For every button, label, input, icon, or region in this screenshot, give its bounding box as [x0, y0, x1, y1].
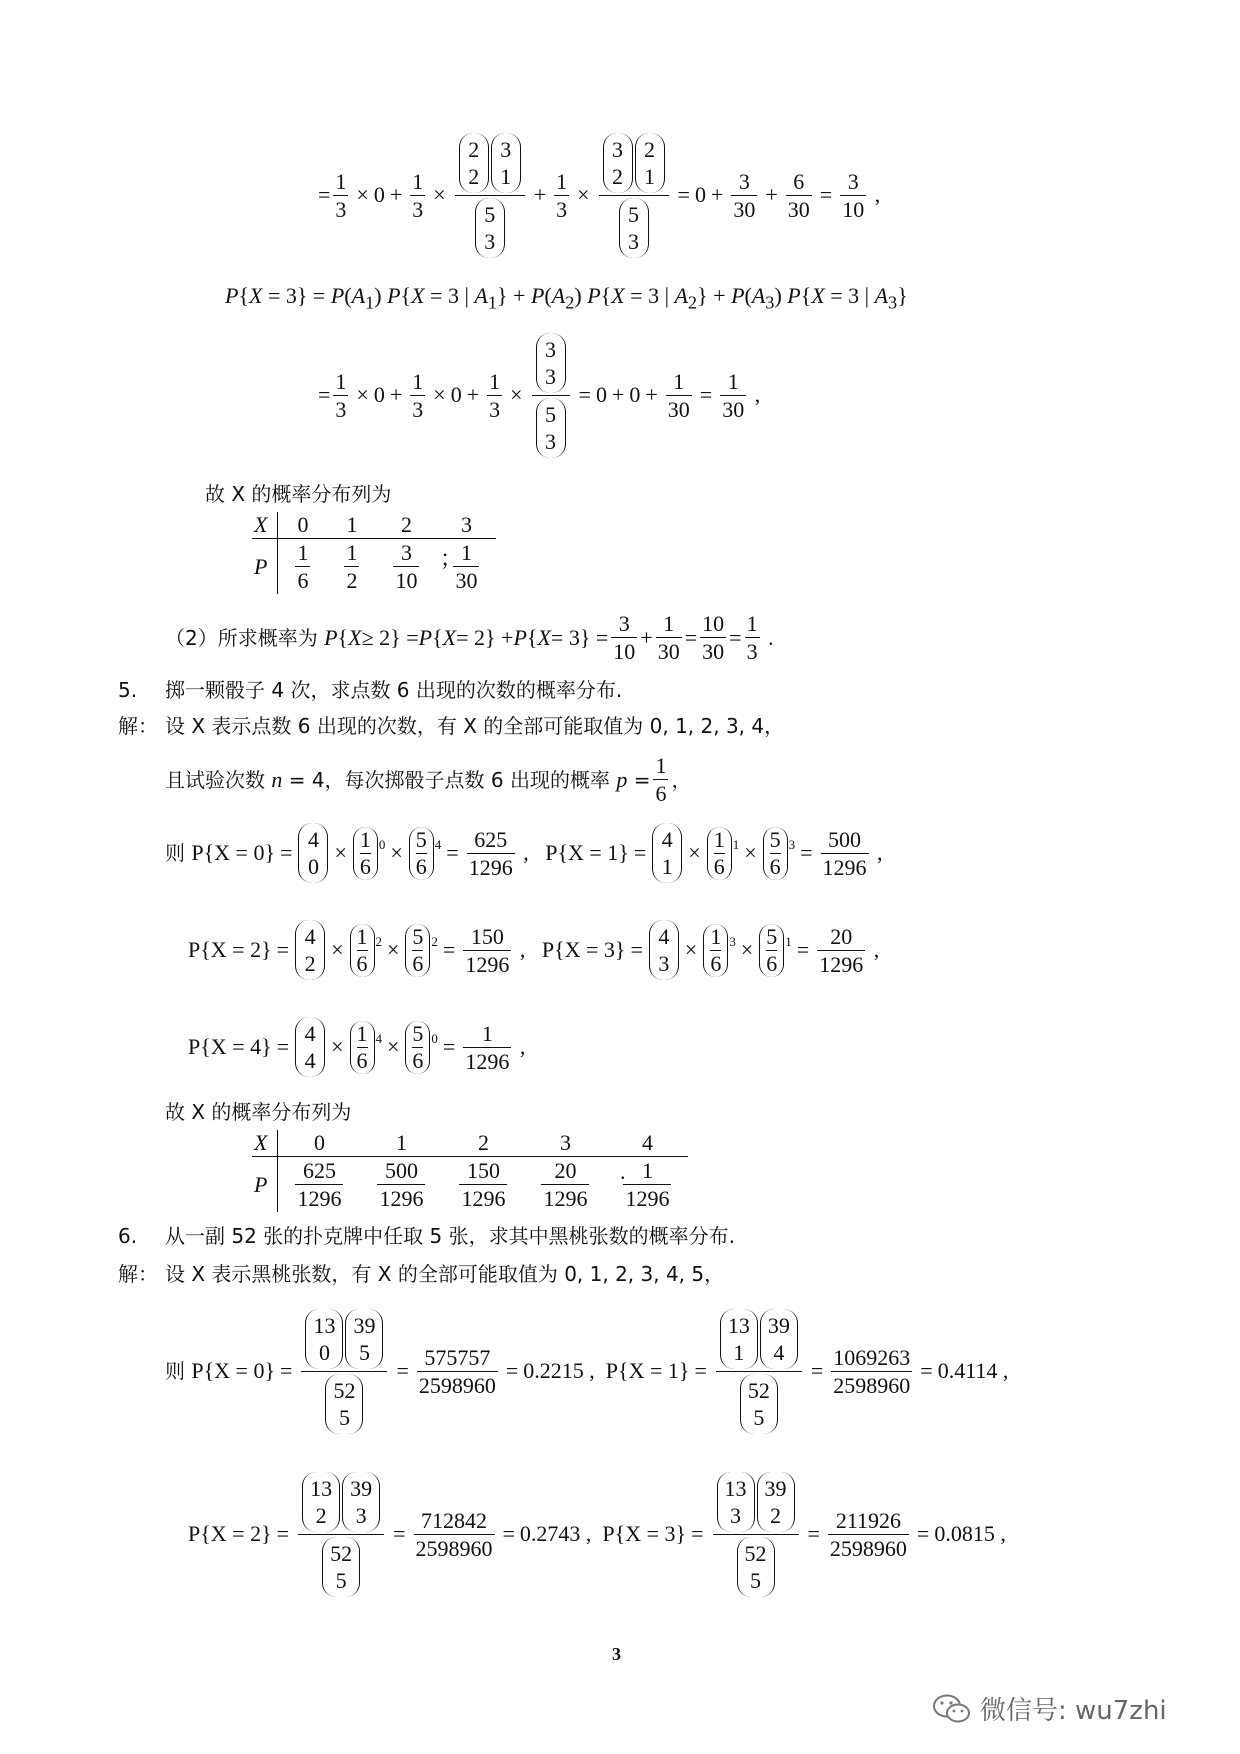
q6-solution-label: 解：: [118, 1262, 158, 1286]
watermark-text: 微信号: wu7zhi: [980, 1696, 1167, 1726]
wechat-icon: [932, 1692, 972, 1726]
q6-text: 从一副 52 张的扑克牌中任取 5 张，求其中黑桃张数的概率分布.: [165, 1224, 735, 1248]
q5-solution-label: 解：: [118, 714, 158, 738]
q5-number: 5.: [118, 678, 138, 702]
q6-prob-row-1: 则 P{X = 0} = 13 0 39 5 52 5 = $\frac{575757}{2598960}$ = 0.2215 , P{X = 1} = 13 1 39 4 52 5 = $\frac{1069263}{2598960}$ = 0.4114 ,: [165, 1302, 1008, 1440]
dist-intro-2: 故 X 的概率分布列为: [165, 1100, 352, 1124]
q5-text: 掷一颗骰子 4 次，求点数 6 出现的次数的概率分布.: [165, 678, 623, 702]
p3-definition: $P\{X = 3\} = P(A_1) P\{X = 3$ | $A_1\} + P(A_2) P\{X = 3$ | $A_2\} + P(A_3) P\{X = 3$ | $A_3$}: [225, 283, 908, 313]
q6-solution-1: 设 X 表示黑桃张数，有 X 的全部可能取值为 0, 1, 2, 3, 4, 5，: [165, 1262, 725, 1286]
part2-line: （2）所求概率为 P { X ≥ 2} = P { X = 2} + P { X = 3} = $\frac{3}{10}$ + $\frac{1}{30}$ = $\frac{10}{30}$ = $\frac{1}{3}$ .: [165, 611, 774, 664]
table1-end: ；: [440, 546, 463, 571]
dist-intro-1: 故 X 的概率分布列为: [205, 482, 392, 506]
q5-solution-2: 且试验次数 n = 4，每次掷骰子点数 6 出现的概率 p = $\frac{1}{6}$ ，: [165, 753, 692, 806]
table2-end: .: [620, 1159, 626, 1184]
distribution-table-2: X 0 1 2 3 4 P $\frac{625}{1296}$ $\frac{500}{1296}$ $\frac{150}{1296}$ $\frac{20}{1296}$ $\frac{1}{1296}$: [252, 1130, 688, 1212]
q5-prob-row-1: 则 P{X = 0} = 4 0 × $\frac{1}{6}$ 0 × $\frac{5}{6}$ 4 = $\frac{625}{1296}$ , P{X = 1} = 4 1 × $\frac{1}{6}$ 1 × $\frac{5}{6}$ 3 = $\frac{500}{1296}$ ,: [165, 818, 883, 888]
q5-prob-row-2: P{X = 2} = 4 2 × $\frac{1}{6}$ 2 × $\frac{5}{6}$ 2 = $\frac{150}{1296}$ , P{X = 3} = 4 3 × $\frac{1}{6}$ 3 × $\frac{5}{6}$ 1 = $\frac{20}{1296}$ ,: [188, 915, 879, 985]
p3-equation-line: = $\frac{1}{3}$ × 0 + $\frac{1}{3}$ × 0 + $\frac{1}{3}$ × 3 3 5 3 = 0 + 0 + $\frac{1}{30}$ = $\frac{1}{30}$ ,: [318, 325, 760, 465]
p2-equation-line: = $\frac{1}{3}$ × 0 + $\frac{1}{3}$ × 2 2 3 1 5 3 + $\frac{1}{3}$ × 3 2 2 1 5 3 = 0 + $\frac{3}{30}$ + $\frac{6}{30}$ = $\frac{3}{10}$ ,: [318, 125, 880, 265]
q6-prob-row-2: P{X = 2} = 13 2 39 3 52 5 = $\frac{712842}{2598960}$ = 0.2743 , P{X = 3} = 13 3 39 2 52 5 = $\frac{211926}{2598960}$ = 0.0815 ,: [188, 1465, 1006, 1603]
q5-solution-1: 设 X 表示点数 6 出现的次数，有 X 的全部可能取值为 0, 1, 2, 3, 4，: [165, 714, 785, 738]
wechat-watermark: [932, 1690, 1167, 1727]
page-number: 3: [612, 1644, 621, 1664]
q6-number: 6.: [118, 1224, 138, 1248]
distribution-table-1: X 0 1 2 3 P $\frac{1}{6}$ $\frac{1}{2}$ $\frac{3}{10}$ $\frac{1}{30}$: [252, 512, 496, 594]
q5-prob-row-3: P{X = 4} = 4 4 × $\frac{1}{6}$ 4 × $\frac{5}{6}$ 0 = $\frac{1}{1296}$ ,: [188, 1012, 525, 1082]
